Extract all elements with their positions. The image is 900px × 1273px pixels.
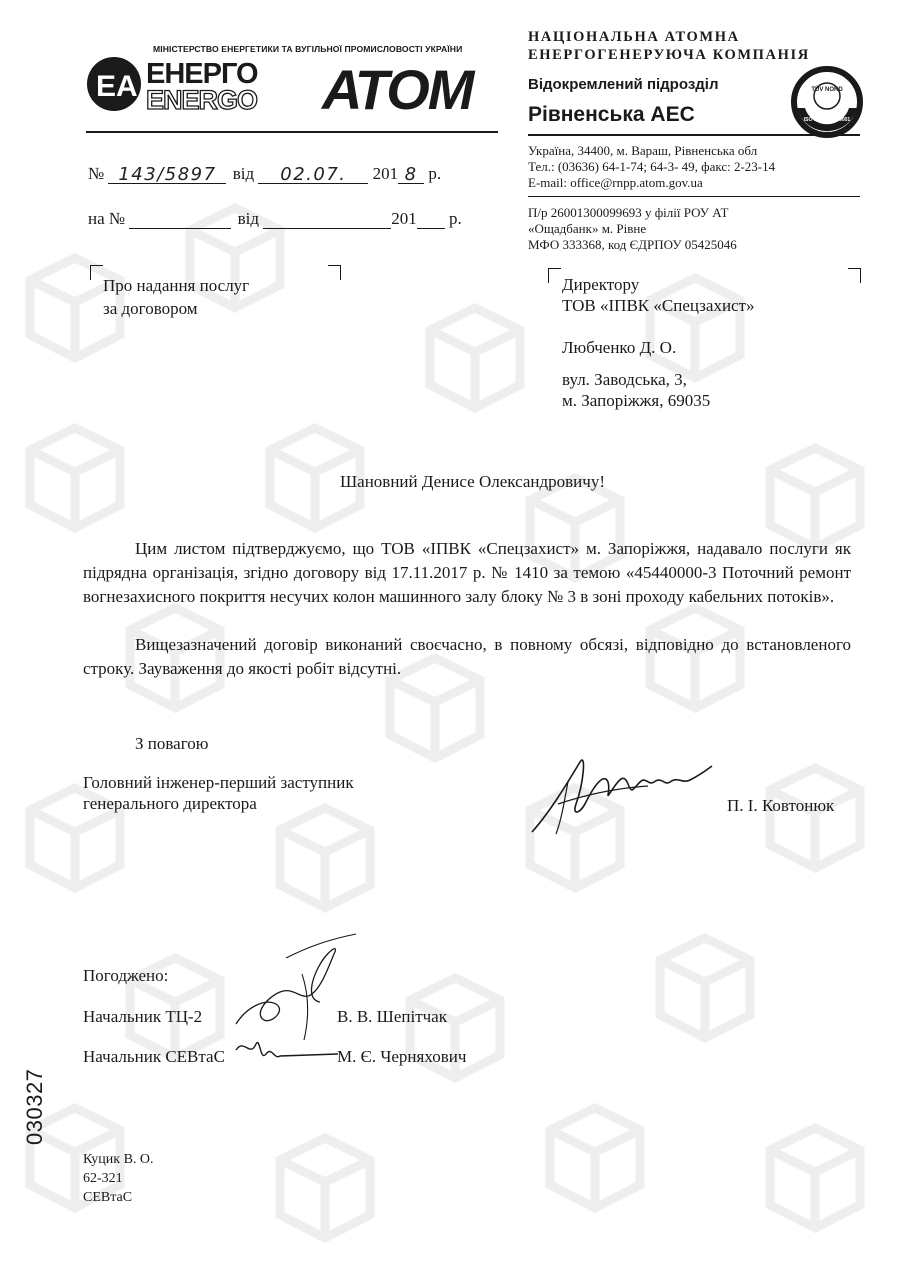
year-suffix: 8 [398,165,424,184]
watermark-box [430,308,520,408]
addressee-name: Любченко Д. О. [562,338,677,357]
signer-name: П. І. Ковтонюк [727,796,835,815]
contact-line-email: E-mail: office@rnpp.atom.gov.ua [528,175,703,190]
company-name [528,28,810,64]
executor-name: Куцик В. О. [83,1152,154,1167]
approval-row-2 [83,1045,503,1068]
year-end: р. [428,164,442,183]
header-rule-left [86,131,498,133]
watermark-box [550,1108,640,1208]
number-label: № [88,164,105,183]
logo-word-energo-latin: ENERGO [146,85,258,115]
addressee-corner-left [548,268,561,283]
contact-line-phone: Тел.: (03636) 64-1-74; 64-3- 49, факс: 2-23-14 [528,159,776,174]
addressee-street: вул. Заводська, 3, [562,370,687,389]
addressee-company: ТОВ «ІПВК «Спецзахист» [562,296,755,315]
signer-title [83,772,354,814]
cert-standard: ISO 14001/ISO 9001 [803,117,851,123]
approval-signature-1 [216,928,366,1046]
addressee [562,274,755,411]
approval-position-1: Начальник ТЦ-2 [83,1007,203,1026]
bank-line-codes: МФО 333368, код ЄДРПОУ 05425046 [528,237,737,252]
subject-corner-left [90,265,103,280]
approval-name-1: В. В. Шепітчак [337,1007,447,1026]
logo-word-atom: АТОМ [322,58,473,118]
addressee-corner-right [848,268,861,283]
contacts-block [528,143,775,191]
reply-number-label: на № [88,209,126,228]
approval-label: Погоджено: [83,966,169,985]
header-rule-right [528,134,860,136]
outgoing-date: 02.07. [258,165,368,184]
director-signature [528,742,718,840]
contacts-rule [528,196,860,197]
unit-label: Відокремлений підрозділ [528,76,719,93]
signer-title-line-1: Головний інженер-перший заступник [83,773,354,792]
svg-text:EA: EA [96,70,138,103]
watermark-box [280,808,370,908]
bank-line-bank: «Ощадбанк» м. Рівне [528,221,647,236]
body-paragraph-1: Цим листом підтверджуємо, що ТОВ «ІПВК «Спецзахист» м. Запоріжжя, надавало послуги як підрядна організація, згідно договору від 17.11.2017 р. № 1410 за темою «45440000-3 Поточний ремонт вогнезахисного покриття несучих колон машинного залу блоку № 3 в зоні проходу кабельних потоків». [83,539,851,606]
approval-name-2: М. Є. Черняхович [337,1047,467,1066]
executor-phone: 62-321 [83,1171,123,1186]
executor-dept: СЕВтаС [83,1190,133,1205]
signer-title-line-2: генерального директора [83,794,257,813]
date-label: від [232,164,255,183]
subject-corner-right [328,265,341,280]
executor-info [83,1150,154,1207]
body-paragraph-2: Вищезазначений договір виконаний своєчасно, в повному обсязі, відповідно до встановленого строку. Зауваження до якості робіт відсутні. [83,635,851,678]
watermark-box [770,448,860,548]
watermark-box [770,1128,860,1228]
ministry-name: МІНІСТЕРСТВО ЕНЕРГЕТИКИ ТА ВУГІЛЬНОЇ ПРОМИСЛОВОСТІ УКРАЇНИ [153,44,463,54]
reply-number-blank [129,210,231,229]
contact-line-address: Україна, 34400, м. Вараш, Рівненська обл [528,143,758,158]
reply-year-blank [417,210,445,229]
outgoing-number: 143/5897 [108,165,226,184]
watermark-box [280,1138,370,1238]
addressee-position: Директору [562,275,640,294]
company-name-line-1: НАЦІОНАЛЬНА АТОМНА [528,29,740,45]
tuv-certification-seal [791,66,863,138]
closing: З повагою [135,734,209,753]
reply-year: 201 [391,209,417,228]
energoatom-logo [86,54,506,118]
addressee-city: м. Запоріжжя, 69035 [562,391,711,410]
cert-text: TÜV NORD [811,87,843,93]
reply-date-label: від [237,209,260,228]
approval-row-1 [83,1005,483,1028]
side-registration-number: 030327 [22,1068,47,1145]
salutation: Шановний Денисе Олександровичу! [340,472,605,491]
bank-details [528,205,737,253]
station-name: Рівненська АЕС [528,103,695,126]
bank-line-account: П/р 26001300099693 у філії РОУ АТ [528,205,729,220]
year-prefix: 201 [372,164,399,183]
logo-word-energo: ЕНЕРГО [146,58,258,90]
subject-line-1: Про надання послуг [103,276,250,295]
registration-line [88,164,441,184]
reply-line [88,209,462,229]
company-name-line-2: ЕНЕРГОГЕНЕРУЮЧА КОМПАНІЯ [528,47,810,63]
reply-date-blank [263,210,391,229]
subject-line-2: за договором [103,299,198,318]
watermark-box [770,768,860,868]
approval-position-2: Начальник СЕВтаС [83,1047,225,1066]
watermark-box [660,938,750,1038]
subject [103,274,249,320]
reply-year-end: р. [449,209,462,228]
